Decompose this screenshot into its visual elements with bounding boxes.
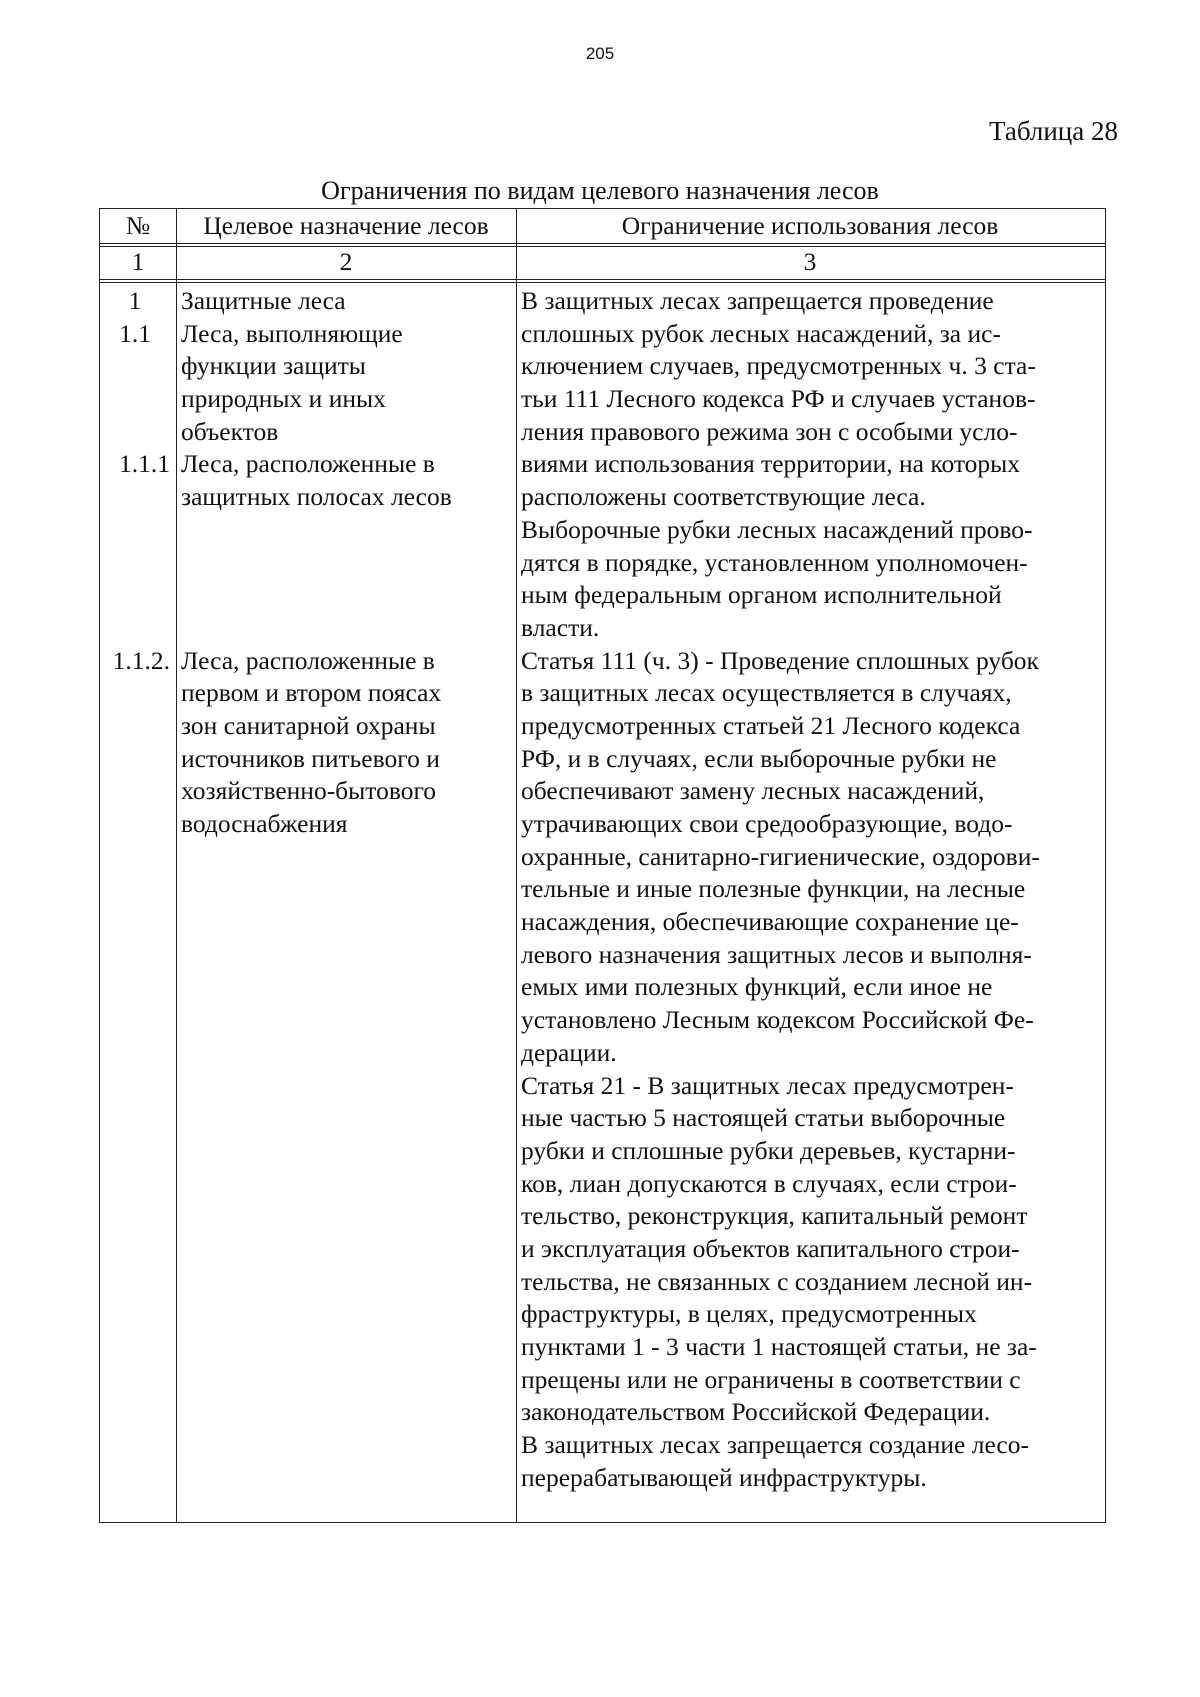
column-divider xyxy=(516,209,517,1522)
restriction-line: Выборочные рубки лесных насаждений прово- xyxy=(521,514,1033,544)
purpose-line: источников питьевого и xyxy=(181,743,440,773)
header-number: № xyxy=(125,211,151,240)
restriction-line: в защитных лесах осуществляется в случаях, xyxy=(521,678,1012,708)
restriction-line: рубки и сплошные рубки деревьев, кустарни- xyxy=(521,1135,1016,1165)
purpose-line: защитных полосах лесов xyxy=(181,482,452,512)
purpose-line: хозяйственно-бытового xyxy=(181,776,437,806)
purpose-line xyxy=(181,547,513,580)
purpose-line: водоснабжения xyxy=(181,809,348,838)
restriction-line: дятся в порядке, установленном уполномочен- xyxy=(521,547,1028,577)
restriction-line: обеспечивают замену лесных насаждений, xyxy=(521,776,985,806)
table-title: Ограничения по видам целевого назначения лесов xyxy=(321,176,879,205)
restriction-line: сплошных рубок лесных насаждений, за ис- xyxy=(521,318,1001,348)
restriction-line: Статья 21 - В защитных лесах предусмотрен- xyxy=(521,1070,1014,1100)
purpose-line xyxy=(181,514,513,547)
restriction-line: пунктами 1 - 3 части 1 настоящей статьи, не за- xyxy=(521,1332,1037,1361)
row-number: 1.1 xyxy=(119,318,151,348)
row-number: 1.1.1 xyxy=(119,449,170,479)
purpose-line: функции защиты xyxy=(181,351,366,381)
purpose-line: Леса, расположенные в xyxy=(181,449,435,479)
row-number xyxy=(100,481,170,514)
purpose-line xyxy=(181,612,513,645)
page-number: 205 xyxy=(585,44,615,63)
restriction-line: левого назначения защитных лесов и выполня- xyxy=(521,939,1032,969)
restriction-line: РФ, и в случаях, если выборочные рубки не xyxy=(521,743,997,773)
row-number xyxy=(100,579,170,612)
row-number xyxy=(100,547,170,580)
restriction-column xyxy=(521,285,1102,1494)
restriction-line: и эксплуатация объектов капитального строи- xyxy=(521,1233,1020,1263)
column-number-rule xyxy=(100,279,1105,280)
row-numbers xyxy=(100,285,170,677)
purpose-line: объектов xyxy=(181,416,279,446)
restriction-line: фраструктуры, в целях, предусмотренных xyxy=(521,1299,977,1329)
restriction-line: В защитных лесах запрещается создание лесо- xyxy=(521,1430,1029,1460)
restrictions-table xyxy=(99,208,1106,1523)
column-number-1: 1 xyxy=(131,247,145,276)
restriction-line: законодательством Российской Федерации. xyxy=(521,1397,991,1427)
header-rule xyxy=(100,243,1105,244)
row-number xyxy=(100,612,170,645)
restriction-line: ления правового режима зон с особыми усло- xyxy=(521,416,1018,446)
header-purpose: Целевое назначение лесов xyxy=(203,211,489,240)
row-number xyxy=(100,514,170,547)
restriction-line: В защитных лесах запрещается проведение xyxy=(521,286,994,315)
table-label: Таблица 28 xyxy=(989,116,1118,146)
row-number: 1.1.2. xyxy=(112,645,170,675)
restriction-line: расположены соответствующие леса. xyxy=(521,482,926,512)
restriction-line: прещены или не ограничены в соответствии с xyxy=(521,1364,1021,1394)
restriction-line: предусмотренных статьей 21 Лесного кодекса xyxy=(521,710,1021,740)
restriction-line: тьи 111 Лесного кодекса РФ и случаев установ- xyxy=(521,384,1036,414)
purpose-line: природных и иных xyxy=(181,384,386,414)
header-restriction: Ограничение использования лесов xyxy=(621,211,999,240)
restriction-line: установлено Лесным кодексом Российской Фе- xyxy=(521,1005,1034,1035)
purpose-line: первом и втором поясах xyxy=(181,678,442,708)
restriction-line: ков, лиан допускаются в случаях, если строи- xyxy=(521,1168,1017,1198)
purpose-line: Леса, выполняющие xyxy=(181,318,403,348)
restriction-line: дерации. xyxy=(521,1037,617,1067)
restriction-line: утрачивающих свои средообразующие, водо- xyxy=(521,809,1013,838)
row-number: 1 xyxy=(128,286,142,315)
restriction-line: ключением случаев, предусмотренных ч. 3 ста- xyxy=(521,351,1036,381)
restriction-line: ные частью 5 настоящей статьи выборочные xyxy=(521,1103,1006,1133)
purpose-line xyxy=(181,579,513,612)
row-number xyxy=(100,383,170,416)
purpose-line: Леса, расположенные в xyxy=(181,645,435,675)
restriction-line: емых ими полезных функций, если иное не xyxy=(521,972,993,1002)
purpose-line: зон санитарной охраны xyxy=(181,710,436,740)
purpose-line: Защитные леса xyxy=(181,286,346,315)
restriction-line: охранные, санитарно-гигиенические, оздорови- xyxy=(521,841,1040,871)
column-number-2: 2 xyxy=(339,247,353,276)
purpose-column xyxy=(181,285,513,841)
restriction-line: ным федеральным органом исполнительной xyxy=(521,580,1002,610)
restriction-line: тельства, не связанных с созданием лесной ин- xyxy=(521,1266,1033,1296)
restriction-line: тельные и иные полезные функции, на лесные xyxy=(521,874,1026,904)
restriction-line: перерабатывающей инфраструктуры. xyxy=(521,1462,927,1492)
restriction-line: насаждения, обеспечивающие сохранение це- xyxy=(521,907,1019,937)
restriction-line: власти. xyxy=(521,612,600,642)
restriction-line: Статья 111 (ч. 3) - Проведение сплошных рубок xyxy=(521,645,1039,675)
column-number-3: 3 xyxy=(803,247,817,276)
row-number xyxy=(100,350,170,383)
column-number-rule xyxy=(100,282,1105,283)
restriction-line: виями использования территории, на которых xyxy=(521,449,1021,479)
restriction-line: тельство, реконструкция, капитальный ремонт xyxy=(521,1201,1028,1231)
column-divider xyxy=(176,209,177,1522)
row-number xyxy=(100,416,170,449)
